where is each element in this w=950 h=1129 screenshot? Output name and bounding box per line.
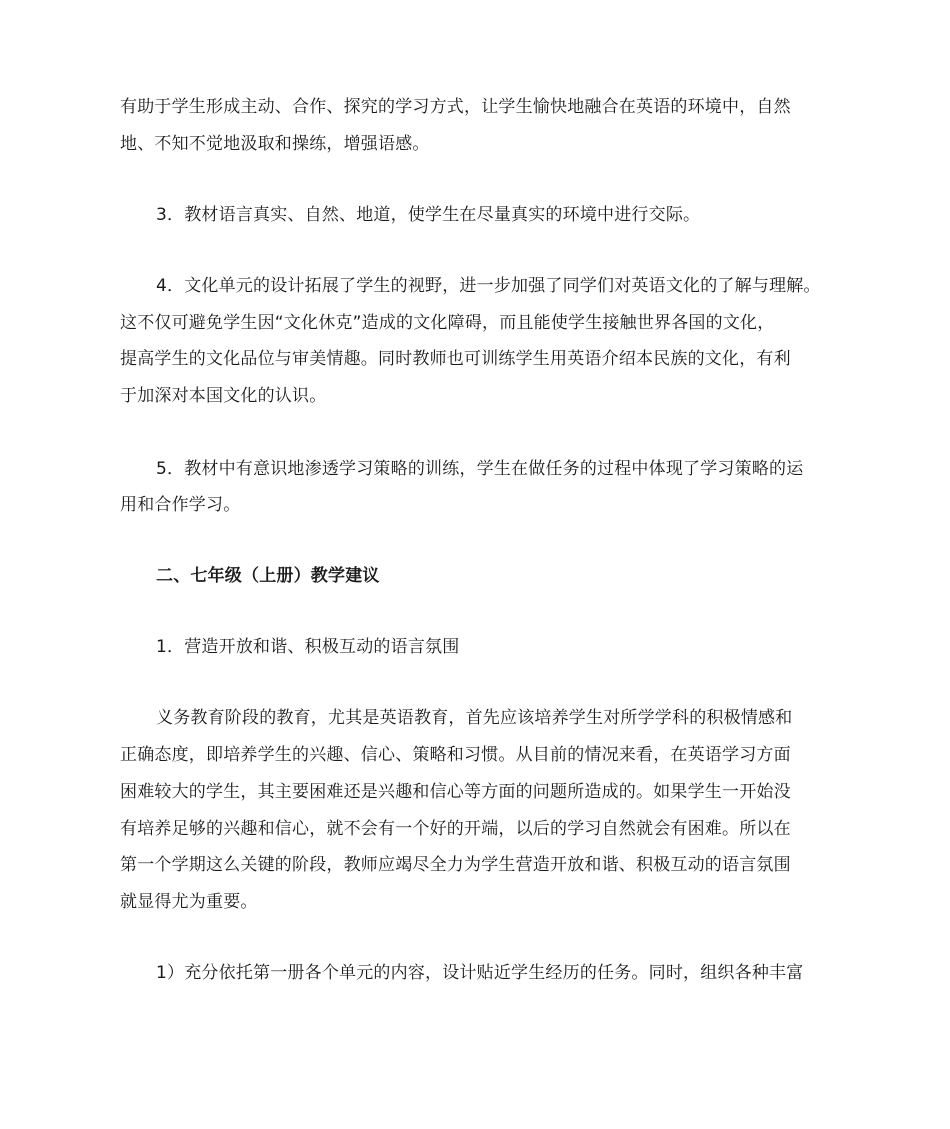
paragraph-line: 第一个学期这么关键的阶段，教师应竭尽全力为学生营造开放和谐、积极互动的语言氛围 — [120, 855, 791, 875]
list-item-1-paren: 1）充分依托第一册各个单元的内容，设计贴近学生经历的任务。同时，组织各种丰富 — [156, 963, 804, 983]
paragraph-line: 义务教育阶段的教育，尤其是英语教育，首先应该培养学生对所学学科的积极情感和 — [156, 708, 793, 728]
paragraph-line: 于加深对本国文化的认识。 — [120, 386, 327, 406]
paragraph-line: 地、不知不觉地汲取和操练，增强语感。 — [120, 134, 430, 154]
list-item-5: 5．教材中有意识地渗透学习策略的训练，学生在做任务的过程中体现了学习策略的运 — [156, 459, 804, 479]
paragraph-line: 困难较大的学生，其主要困难还是兴趣和信心等方面的问题所造成的。如果学生一开始没 — [120, 782, 791, 802]
list-item-3: 3．教材语言真实、自然、地道，使学生在尽量真实的环境中进行交际。 — [156, 205, 701, 225]
section-heading: 二、七年级（上册）教学建议 — [156, 566, 380, 586]
paragraph-line: 提高学生的文化品位与审美情趣。同时教师也可训练学生用英语介绍本民族的文化，有利 — [120, 349, 791, 369]
paragraph-line: 正确态度，即培养学生的兴趣、信心、策略和习惯。从目前的情况来看，在英语学习方面 — [120, 745, 791, 765]
paragraph-line: 用和合作学习。 — [120, 495, 241, 515]
list-item-4: 4．文化单元的设计拓展了学生的视野，进一步加强了同学们对英语文化的了解与理解。 — [156, 276, 821, 296]
paragraph-line: 有培养足够的兴趣和信心，就不会有一个好的开端，以后的学习自然就会有困难。所以在 — [120, 819, 791, 839]
paragraph-line: 有助于学生形成主动、合作、探究的学习方式，让学生愉快地融合在英语的环境中，自然 — [120, 97, 791, 117]
subsection-heading: 1．营造开放和谐、积极互动的语言氛围 — [156, 637, 460, 657]
paragraph-line: 这不仅可避免学生因“文化休克”造成的文化障碍，而且能使学生接触世界各国的文化， — [120, 313, 775, 333]
paragraph-line: 就显得尤为重要。 — [120, 892, 258, 912]
